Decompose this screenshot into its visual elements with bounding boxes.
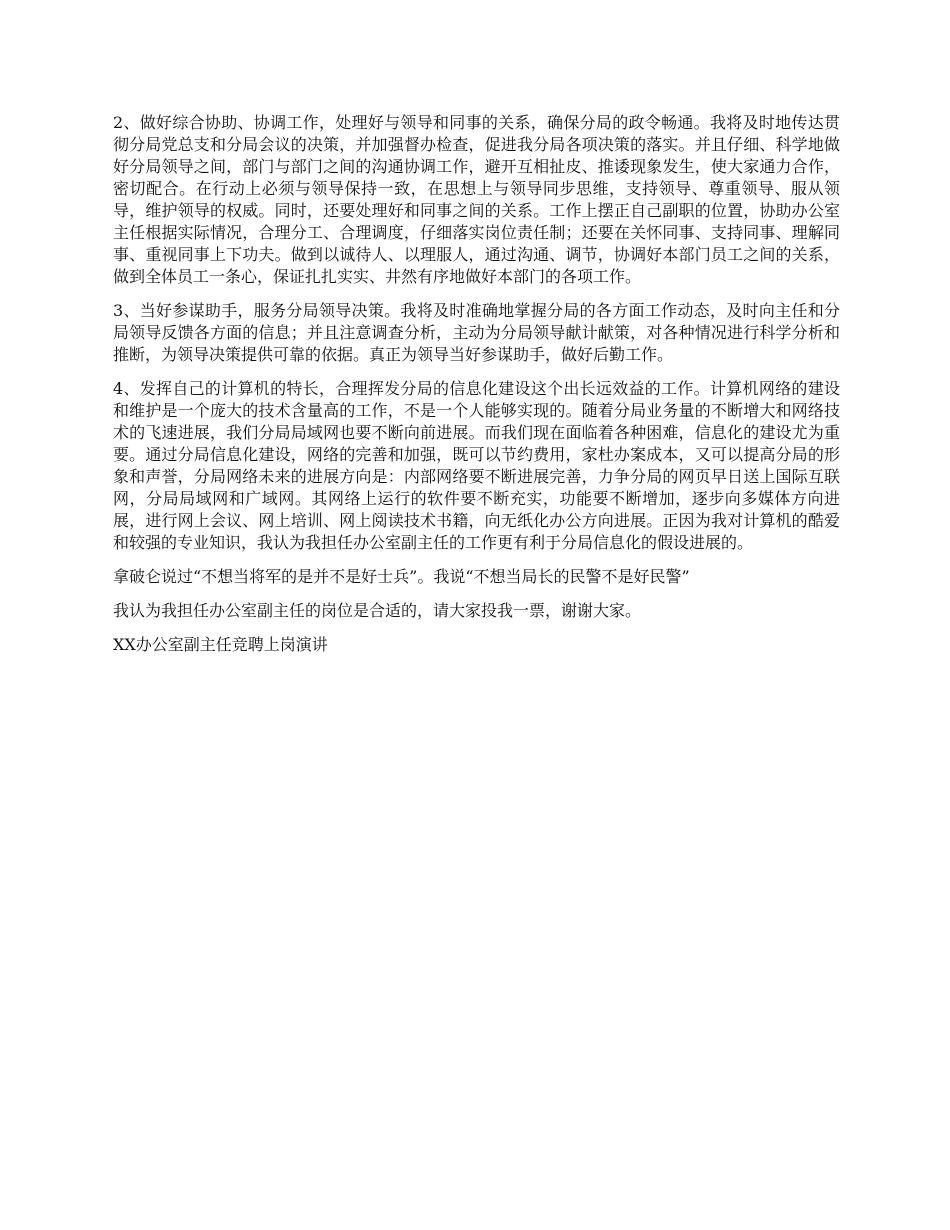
paragraph-quote: 拿破仑说过“不想当将军的是并不是好士兵”。我说“不想当局长的民警不是好民警” xyxy=(113,567,690,586)
paragraph-item-2: 2、做好综合协助、协调工作，处理好与领导和同事的关系，确保分局的政令畅通。我将及时地传达贯彻分局党总支和分局会议的决策，并加强督办检查，促进我分局各项决策的落实。并且仔细、科学地做好分局领导之间，部门与部门之间的沟通协调工作，避开互相扯皮、推诿现象发生，使大家通力合作，密切配合。在行动上必须与领导保持一致，在思想上与领导同步思维，支持领导、尊重领导、服从领导，维护领导的权威。同时，还要处理好和同事之间的关系。工作上摆正自己副职的位置，协助办公室主任根据实际情况，合理分工、合理调度，仔细落实岗位责任制；还要在关怀同事、支持同事、理解同事、重视同事上下功夫。做到以诚待人、以理服人，通过沟通、调节，协调好本部门员工之间的关系，做到全体员工一条心，保证扎扎实实、井然有序地做好本部门的各项工作。 xyxy=(113,113,840,286)
document-body xyxy=(113,112,840,668)
paragraph-item-3: 3、当好参谋助手，服务分局领导决策。我将及时准确地掌握分局的各方面工作动态，及时向主任和分局领导反馈各方面的信息；并且注意调查分析，主动为分局领导献计献策，对各种情况进行科学分析和推断，为领导决策提供可靠的依据。真正为领导当好参谋助手，做好后勤工作。 xyxy=(113,301,840,364)
paragraph-item-4: 4、发挥自己的计算机的特长，合理挥发分局的信息化建设这个出长远效益的工作。计算机网络的建设和维护是一个庞大的技术含量高的工作，不是一个人能够实现的。随着分局业务量的不断增大和网络技术的飞速进展，我们分局局域网也要不断向前进展。而我们现在面临着各种困难，信息化的建设尤为重要。通过分局信息化建设，网络的完善和加强，既可以节约费用，家杜办案成本，又可以提高分局的形象和声誉，分局网络未来的进展方向是：内部网络要不断进展完善，力争分局的网页早日送上国际互联网，分局局域网和广域网。其网络上运行的软件要不断充实，功能要不断增加，逐步向多媒体方向进展，进行网上会议、网上培训、网上阅读技术书籍，向无纸化办公方向进展。正因为我对计算机的酷爱和较强的专业知识，我认为我担任办公室副主任的工作更有利于分局信息化的假设进展的。 xyxy=(113,379,840,552)
document-title-footer: XX办公室副主任竞聘上岗演讲 xyxy=(113,635,328,654)
paragraph-closing: 我认为我担任办公室副主任的岗位是合适的，请大家投我一票，谢谢大家。 xyxy=(113,601,642,620)
